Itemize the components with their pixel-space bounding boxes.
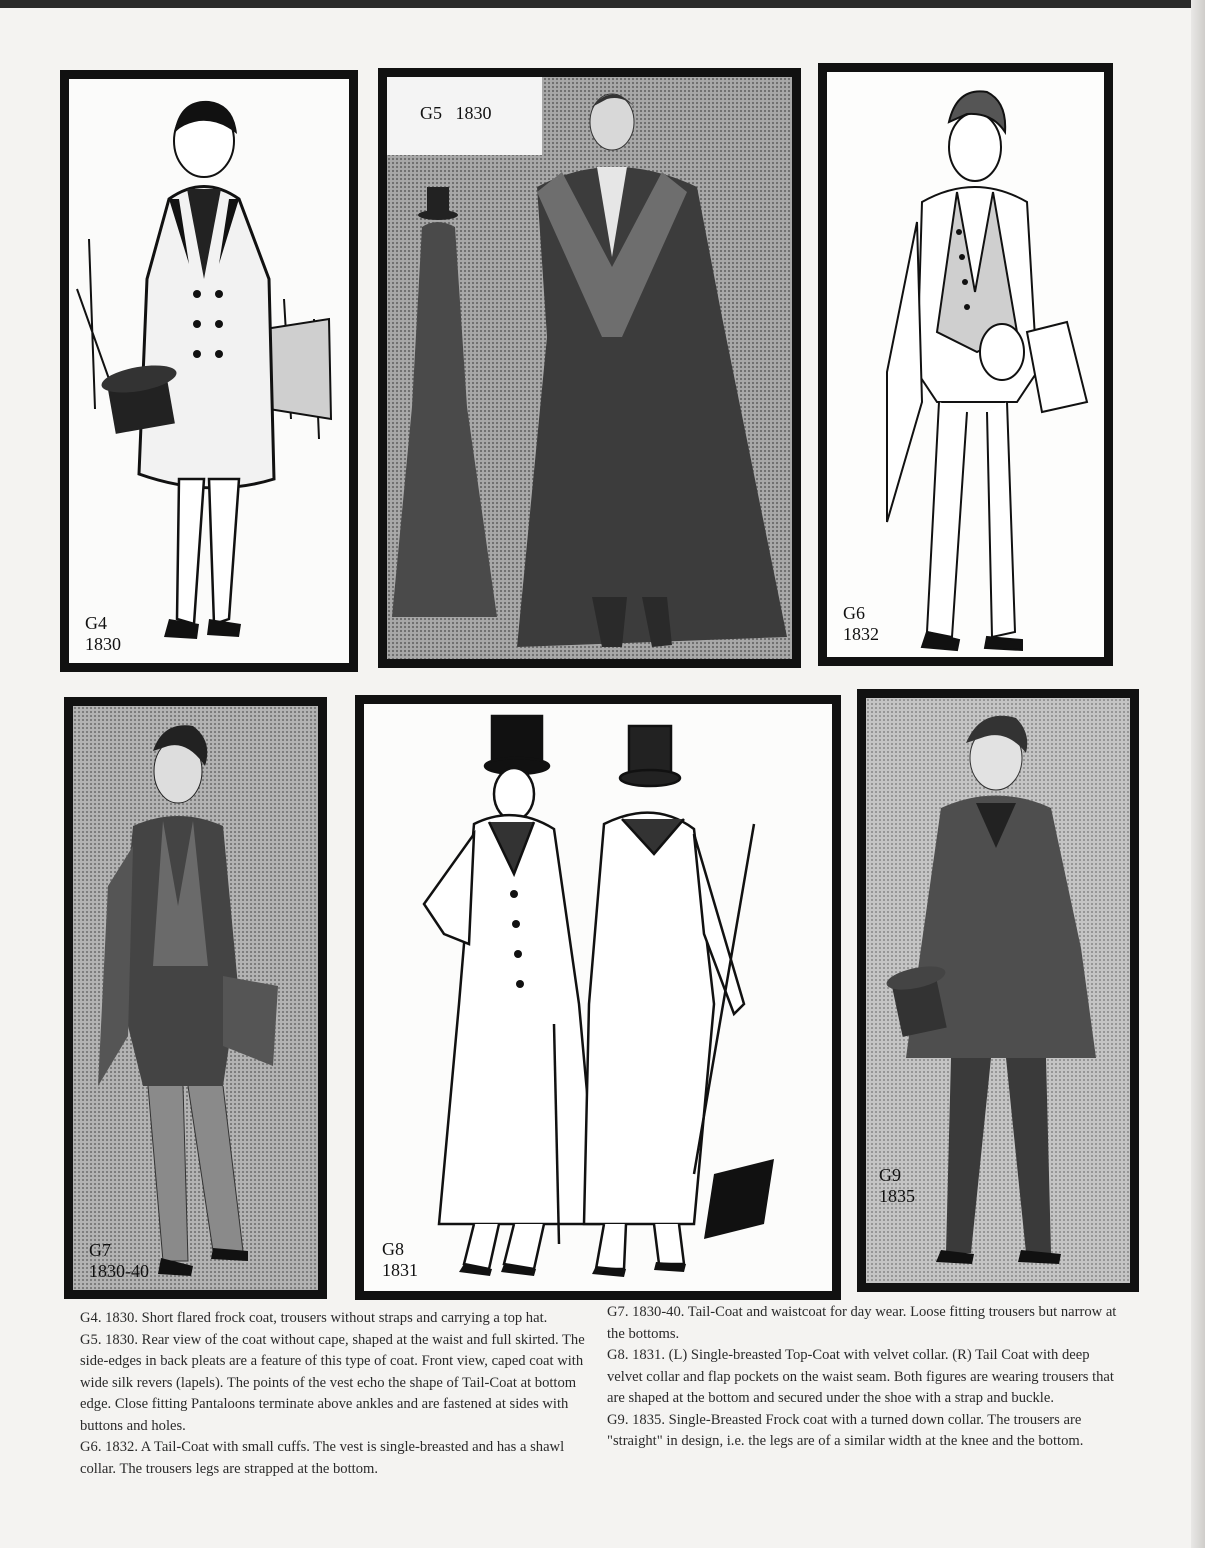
- page-right-edge: [1191, 0, 1205, 1548]
- plate-year: 1832: [843, 624, 879, 644]
- plate-g4: [60, 70, 358, 672]
- g4-illustration: [69, 79, 349, 663]
- plate-year: 1830: [455, 103, 492, 123]
- caption-g5: G5. 1830. Rear view of the coat without cape, shaped at the waist and full skirted. The side-edges in back pleats are a feature of this type of coat. Front view, caped coat with wide silk revers (lapels). The points of the vest echo the shape of Tail-Coat at bottom edge. Close fitting Pantaloons terminate above ankles and are fastened at sides with buttons and holes.: [80, 1331, 585, 1434]
- caption-g7: G7. 1830-40. Tail-Coat and waistcoat for day wear. Loose fitting trousers but narrow at the bottoms.: [607, 1304, 1117, 1342]
- g6-illustration: [827, 72, 1104, 657]
- plate-code: G6: [843, 603, 865, 623]
- plate-code: G9: [879, 1165, 901, 1185]
- plate-g7-label: [89, 1240, 149, 1282]
- g8-illustration: [364, 704, 832, 1291]
- plate-g4-label: [85, 613, 121, 655]
- captions-right: [607, 1302, 1122, 1453]
- page-top-edge: [0, 0, 1205, 8]
- plate-year: 1831: [382, 1260, 418, 1280]
- caption-g8: G8. 1831. (L) Single-breasted Top-Coat with velvet collar. (R) Tail Coat with deep velvet collar and flap pockets on the waist seam. Both figures are wearing trousers that are shaped at the bottom and secured under the shoe with a strap and buckle.: [607, 1347, 1114, 1406]
- plate-g8: [355, 695, 841, 1300]
- plate-g5-label: [420, 103, 492, 124]
- plate-g9-label: [879, 1165, 915, 1207]
- plate-year: 1830-40: [89, 1261, 149, 1281]
- plate-code: G4: [85, 613, 107, 633]
- captions-left: [80, 1308, 585, 1480]
- plate-g5: [378, 68, 801, 668]
- plate-code: G7: [89, 1240, 111, 1260]
- caption-g9: G9. 1835. Single-Breasted Frock coat with a turned down collar. The trousers are "straight" in design, i.e. the legs are of a similar width at the knee and the bottom.: [607, 1411, 1084, 1449]
- g7-illustration: [73, 706, 318, 1290]
- plate-g9: [857, 689, 1139, 1292]
- plate-year: 1830: [85, 634, 121, 654]
- plate-g6-label: [843, 603, 879, 645]
- plate-g7: [64, 697, 327, 1299]
- g5-illustration: [387, 77, 792, 659]
- plate-code: G5: [420, 103, 442, 123]
- plate-g6: [818, 63, 1113, 666]
- caption-g6: G6. 1832. A Tail-Coat with small cuffs. The vest is single-breasted and has a shawl collar. The trousers legs are strapped at the bottom.: [80, 1439, 565, 1477]
- plate-g8-label: [382, 1239, 418, 1281]
- caption-g4: G4. 1830. Short flared frock coat, trousers without straps and carrying a top hat.: [80, 1310, 548, 1326]
- plate-code-year: [420, 103, 492, 124]
- plate-year: 1835: [879, 1186, 915, 1206]
- plate-code: G8: [382, 1239, 404, 1259]
